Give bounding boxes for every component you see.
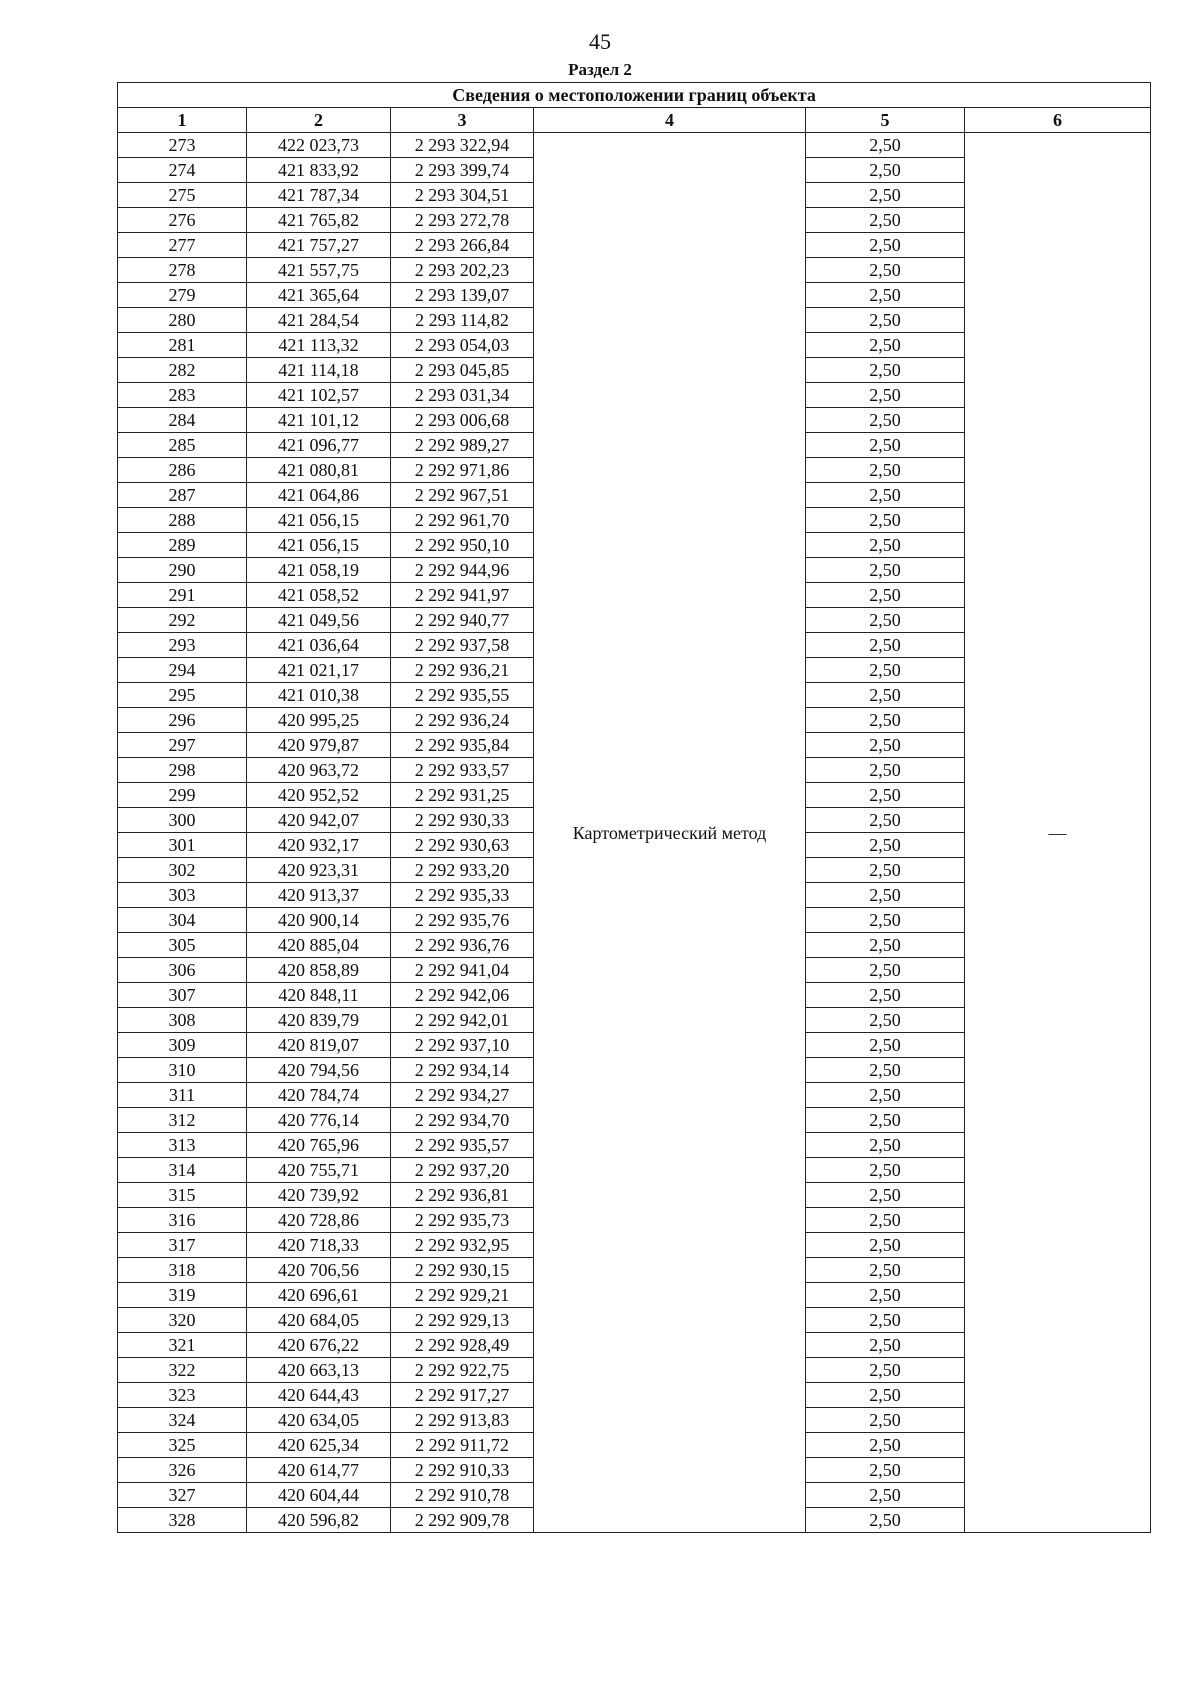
accuracy-cell: 2,50 — [806, 1308, 965, 1333]
x-coordinate-cell: 420 858,89 — [247, 958, 391, 983]
accuracy-cell: 2,50 — [806, 1133, 965, 1158]
point-number-cell: 274 — [118, 158, 247, 183]
accuracy-cell: 2,50 — [806, 308, 965, 333]
x-coordinate-cell: 421 787,34 — [247, 183, 391, 208]
point-number-cell: 301 — [118, 833, 247, 858]
x-coordinate-cell: 420 932,17 — [247, 833, 391, 858]
y-coordinate-cell: 2 292 961,70 — [391, 508, 534, 533]
x-coordinate-cell: 420 644,43 — [247, 1383, 391, 1408]
accuracy-cell: 2,50 — [806, 1358, 965, 1383]
point-number-cell: 279 — [118, 283, 247, 308]
x-coordinate-cell: 420 706,56 — [247, 1258, 391, 1283]
y-coordinate-cell: 2 293 202,23 — [391, 258, 534, 283]
y-coordinate-cell: 2 292 935,73 — [391, 1208, 534, 1233]
y-coordinate-cell: 2 292 941,04 — [391, 958, 534, 983]
point-number-cell: 303 — [118, 883, 247, 908]
point-number-cell: 326 — [118, 1458, 247, 1483]
point-number-cell: 305 — [118, 933, 247, 958]
point-number-cell: 289 — [118, 533, 247, 558]
accuracy-cell: 2,50 — [806, 283, 965, 308]
y-coordinate-cell: 2 293 006,68 — [391, 408, 534, 433]
point-number-cell: 316 — [118, 1208, 247, 1233]
y-coordinate-cell: 2 292 933,20 — [391, 858, 534, 883]
y-coordinate-cell: 2 293 399,74 — [391, 158, 534, 183]
column-header: 5 — [806, 108, 965, 133]
point-number-cell: 309 — [118, 1033, 247, 1058]
x-coordinate-cell: 420 663,13 — [247, 1358, 391, 1383]
x-coordinate-cell: 421 058,52 — [247, 583, 391, 608]
accuracy-cell: 2,50 — [806, 1158, 965, 1183]
y-coordinate-cell: 2 292 928,49 — [391, 1333, 534, 1358]
point-number-cell: 314 — [118, 1158, 247, 1183]
accuracy-cell: 2,50 — [806, 1433, 965, 1458]
x-coordinate-cell: 421 113,32 — [247, 333, 391, 358]
accuracy-cell: 2,50 — [806, 158, 965, 183]
x-coordinate-cell: 420 900,14 — [247, 908, 391, 933]
y-coordinate-cell: 2 292 937,58 — [391, 633, 534, 658]
y-coordinate-cell: 2 292 942,06 — [391, 983, 534, 1008]
accuracy-cell: 2,50 — [806, 758, 965, 783]
y-coordinate-cell: 2 293 139,07 — [391, 283, 534, 308]
x-coordinate-cell: 420 979,87 — [247, 733, 391, 758]
accuracy-cell: 2,50 — [806, 258, 965, 283]
y-coordinate-cell: 2 292 933,57 — [391, 758, 534, 783]
y-coordinate-cell: 2 292 935,76 — [391, 908, 534, 933]
point-number-cell: 281 — [118, 333, 247, 358]
y-coordinate-cell: 2 292 929,21 — [391, 1283, 534, 1308]
accuracy-cell: 2,50 — [806, 183, 965, 208]
y-coordinate-cell: 2 292 931,25 — [391, 783, 534, 808]
point-number-cell: 302 — [118, 858, 247, 883]
x-coordinate-cell: 420 596,82 — [247, 1508, 391, 1533]
accuracy-cell: 2,50 — [806, 583, 965, 608]
x-coordinate-cell: 420 923,31 — [247, 858, 391, 883]
accuracy-cell: 2,50 — [806, 358, 965, 383]
point-number-cell: 312 — [118, 1108, 247, 1133]
accuracy-cell: 2,50 — [806, 433, 965, 458]
y-coordinate-cell: 2 292 913,83 — [391, 1408, 534, 1433]
y-coordinate-cell: 2 292 930,15 — [391, 1258, 534, 1283]
y-coordinate-cell: 2 292 911,72 — [391, 1433, 534, 1458]
x-coordinate-cell: 420 839,79 — [247, 1008, 391, 1033]
accuracy-cell: 2,50 — [806, 1183, 965, 1208]
x-coordinate-cell: 421 757,27 — [247, 233, 391, 258]
y-coordinate-cell: 2 292 936,76 — [391, 933, 534, 958]
x-coordinate-cell: 421 010,38 — [247, 683, 391, 708]
accuracy-cell: 2,50 — [806, 658, 965, 683]
point-number-cell: 297 — [118, 733, 247, 758]
accuracy-cell: 2,50 — [806, 383, 965, 408]
accuracy-cell: 2,50 — [806, 1408, 965, 1433]
x-coordinate-cell: 420 819,07 — [247, 1033, 391, 1058]
point-number-cell: 283 — [118, 383, 247, 408]
x-coordinate-cell: 421 114,18 — [247, 358, 391, 383]
y-coordinate-cell: 2 292 967,51 — [391, 483, 534, 508]
point-number-cell: 323 — [118, 1383, 247, 1408]
point-number-cell: 310 — [118, 1058, 247, 1083]
accuracy-cell: 2,50 — [806, 458, 965, 483]
accuracy-cell: 2,50 — [806, 1258, 965, 1283]
y-coordinate-cell: 2 292 935,33 — [391, 883, 534, 908]
accuracy-cell: 2,50 — [806, 483, 965, 508]
x-coordinate-cell: 421 102,57 — [247, 383, 391, 408]
point-number-cell: 308 — [118, 1008, 247, 1033]
point-number-cell: 320 — [118, 1308, 247, 1333]
y-coordinate-cell: 2 293 031,34 — [391, 383, 534, 408]
column-header: 4 — [534, 108, 806, 133]
accuracy-cell: 2,50 — [806, 233, 965, 258]
x-coordinate-cell: 421 056,15 — [247, 508, 391, 533]
point-number-cell: 325 — [118, 1433, 247, 1458]
accuracy-cell: 2,50 — [806, 408, 965, 433]
accuracy-cell: 2,50 — [806, 133, 965, 158]
accuracy-cell: 2,50 — [806, 983, 965, 1008]
point-number-cell: 298 — [118, 758, 247, 783]
accuracy-cell: 2,50 — [806, 208, 965, 233]
point-number-cell: 282 — [118, 358, 247, 383]
y-coordinate-cell: 2 292 930,63 — [391, 833, 534, 858]
y-coordinate-cell: 2 292 942,01 — [391, 1008, 534, 1033]
y-coordinate-cell: 2 292 950,10 — [391, 533, 534, 558]
table-body — [118, 133, 1151, 1533]
x-coordinate-cell: 420 885,04 — [247, 933, 391, 958]
point-number-cell: 288 — [118, 508, 247, 533]
x-coordinate-cell: 420 784,74 — [247, 1083, 391, 1108]
y-coordinate-cell: 2 292 932,95 — [391, 1233, 534, 1258]
accuracy-cell: 2,50 — [806, 1283, 965, 1308]
table-caption: Сведения о местоположении границ объекта — [118, 83, 1151, 108]
accuracy-cell: 2,50 — [806, 683, 965, 708]
x-coordinate-cell: 421 833,92 — [247, 158, 391, 183]
x-coordinate-cell: 421 021,17 — [247, 658, 391, 683]
accuracy-cell: 2,50 — [806, 1233, 965, 1258]
point-number-cell: 319 — [118, 1283, 247, 1308]
point-number-cell: 317 — [118, 1233, 247, 1258]
point-number-cell: 291 — [118, 583, 247, 608]
point-number-cell: 327 — [118, 1483, 247, 1508]
x-coordinate-cell: 421 365,64 — [247, 283, 391, 308]
accuracy-cell: 2,50 — [806, 333, 965, 358]
y-coordinate-cell: 2 292 971,86 — [391, 458, 534, 483]
accuracy-cell: 2,50 — [806, 1483, 965, 1508]
accuracy-cell: 2,50 — [806, 1108, 965, 1133]
column-header: 1 — [118, 108, 247, 133]
y-coordinate-cell: 2 292 934,27 — [391, 1083, 534, 1108]
column-header: 3 — [391, 108, 534, 133]
x-coordinate-cell: 420 614,77 — [247, 1458, 391, 1483]
x-coordinate-cell: 420 952,52 — [247, 783, 391, 808]
section-title: Раздел 2 — [568, 60, 632, 79]
y-coordinate-cell: 2 292 929,13 — [391, 1308, 534, 1333]
point-number-cell: 280 — [118, 308, 247, 333]
x-coordinate-cell: 421 101,12 — [247, 408, 391, 433]
accuracy-cell: 2,50 — [806, 733, 965, 758]
x-coordinate-cell: 421 557,75 — [247, 258, 391, 283]
x-coordinate-cell: 420 625,34 — [247, 1433, 391, 1458]
point-number-cell: 287 — [118, 483, 247, 508]
point-number-cell: 299 — [118, 783, 247, 808]
point-number-cell: 311 — [118, 1083, 247, 1108]
y-coordinate-cell: 2 292 989,27 — [391, 433, 534, 458]
x-coordinate-cell: 420 942,07 — [247, 808, 391, 833]
point-number-cell: 290 — [118, 558, 247, 583]
x-coordinate-cell: 420 755,71 — [247, 1158, 391, 1183]
point-number-cell: 286 — [118, 458, 247, 483]
accuracy-cell: 2,50 — [806, 783, 965, 808]
point-number-cell: 300 — [118, 808, 247, 833]
y-coordinate-cell: 2 292 910,33 — [391, 1458, 534, 1483]
x-coordinate-cell: 420 634,05 — [247, 1408, 391, 1433]
point-number-cell: 306 — [118, 958, 247, 983]
accuracy-cell: 2,50 — [806, 1508, 965, 1533]
accuracy-cell: 2,50 — [806, 808, 965, 833]
accuracy-cell: 2,50 — [806, 1458, 965, 1483]
point-number-cell: 278 — [118, 258, 247, 283]
y-coordinate-cell: 2 293 266,84 — [391, 233, 534, 258]
y-coordinate-cell: 2 293 114,82 — [391, 308, 534, 333]
x-coordinate-cell: 421 080,81 — [247, 458, 391, 483]
accuracy-cell: 2,50 — [806, 1383, 965, 1408]
y-coordinate-cell: 2 292 935,57 — [391, 1133, 534, 1158]
boundary-coordinates-table — [117, 82, 1151, 1533]
x-coordinate-cell: 421 284,54 — [247, 308, 391, 333]
x-coordinate-cell: 421 058,19 — [247, 558, 391, 583]
x-coordinate-cell: 421 765,82 — [247, 208, 391, 233]
x-coordinate-cell: 420 995,25 — [247, 708, 391, 733]
x-coordinate-cell: 420 696,61 — [247, 1283, 391, 1308]
point-number-cell: 277 — [118, 233, 247, 258]
point-number-cell: 275 — [118, 183, 247, 208]
accuracy-cell: 2,50 — [806, 1208, 965, 1233]
x-coordinate-cell: 421 036,64 — [247, 633, 391, 658]
point-number-cell: 324 — [118, 1408, 247, 1433]
y-coordinate-cell: 2 293 322,94 — [391, 133, 534, 158]
accuracy-cell: 2,50 — [806, 883, 965, 908]
x-coordinate-cell: 420 765,96 — [247, 1133, 391, 1158]
point-number-cell: 284 — [118, 408, 247, 433]
y-coordinate-cell: 2 292 940,77 — [391, 608, 534, 633]
point-number-cell: 304 — [118, 908, 247, 933]
x-coordinate-cell: 420 676,22 — [247, 1333, 391, 1358]
accuracy-cell: 2,50 — [806, 508, 965, 533]
y-coordinate-cell: 2 292 917,27 — [391, 1383, 534, 1408]
y-coordinate-cell: 2 292 937,20 — [391, 1158, 534, 1183]
x-coordinate-cell: 420 739,92 — [247, 1183, 391, 1208]
y-coordinate-cell: 2 293 045,85 — [391, 358, 534, 383]
point-number-cell: 294 — [118, 658, 247, 683]
accuracy-cell: 2,50 — [806, 533, 965, 558]
y-coordinate-cell: 2 292 941,97 — [391, 583, 534, 608]
column-header: 2 — [247, 108, 391, 133]
y-coordinate-cell: 2 292 934,70 — [391, 1108, 534, 1133]
x-coordinate-cell: 421 049,56 — [247, 608, 391, 633]
accuracy-cell: 2,50 — [806, 933, 965, 958]
point-number-cell: 296 — [118, 708, 247, 733]
table-caption-row — [118, 83, 1151, 108]
point-number-cell: 313 — [118, 1133, 247, 1158]
x-coordinate-cell: 420 718,33 — [247, 1233, 391, 1258]
point-number-cell: 276 — [118, 208, 247, 233]
column-header-row — [118, 108, 1151, 133]
y-coordinate-cell: 2 292 930,33 — [391, 808, 534, 833]
y-coordinate-cell: 2 292 909,78 — [391, 1508, 534, 1533]
point-number-cell: 285 — [118, 433, 247, 458]
table-row — [118, 133, 1151, 158]
accuracy-cell: 2,50 — [806, 958, 965, 983]
accuracy-cell: 2,50 — [806, 1083, 965, 1108]
column6-cell: — — [965, 133, 1151, 1533]
x-coordinate-cell: 420 913,37 — [247, 883, 391, 908]
y-coordinate-cell: 2 292 935,84 — [391, 733, 534, 758]
accuracy-cell: 2,50 — [806, 558, 965, 583]
accuracy-cell: 2,50 — [806, 833, 965, 858]
x-coordinate-cell: 420 963,72 — [247, 758, 391, 783]
x-coordinate-cell: 420 848,11 — [247, 983, 391, 1008]
y-coordinate-cell: 2 292 934,14 — [391, 1058, 534, 1083]
accuracy-cell: 2,50 — [806, 1333, 965, 1358]
x-coordinate-cell: 421 064,86 — [247, 483, 391, 508]
column-header: 6 — [965, 108, 1151, 133]
accuracy-cell: 2,50 — [806, 858, 965, 883]
x-coordinate-cell: 421 056,15 — [247, 533, 391, 558]
point-number-cell: 328 — [118, 1508, 247, 1533]
x-coordinate-cell: 420 604,44 — [247, 1483, 391, 1508]
accuracy-cell: 2,50 — [806, 608, 965, 633]
point-number-cell: 292 — [118, 608, 247, 633]
x-coordinate-cell: 420 776,14 — [247, 1108, 391, 1133]
point-number-cell: 307 — [118, 983, 247, 1008]
point-number-cell: 321 — [118, 1333, 247, 1358]
y-coordinate-cell: 2 292 935,55 — [391, 683, 534, 708]
accuracy-cell: 2,50 — [806, 633, 965, 658]
point-number-cell: 273 — [118, 133, 247, 158]
x-coordinate-cell: 420 794,56 — [247, 1058, 391, 1083]
point-number-cell: 322 — [118, 1358, 247, 1383]
point-number-cell: 318 — [118, 1258, 247, 1283]
point-number-cell: 295 — [118, 683, 247, 708]
y-coordinate-cell: 2 292 936,81 — [391, 1183, 534, 1208]
y-coordinate-cell: 2 292 922,75 — [391, 1358, 534, 1383]
y-coordinate-cell: 2 292 944,96 — [391, 558, 534, 583]
accuracy-cell: 2,50 — [806, 908, 965, 933]
page-number: 45 — [589, 29, 611, 54]
accuracy-cell: 2,50 — [806, 1058, 965, 1083]
y-coordinate-cell: 2 292 936,24 — [391, 708, 534, 733]
x-coordinate-cell: 420 684,05 — [247, 1308, 391, 1333]
y-coordinate-cell: 2 292 936,21 — [391, 658, 534, 683]
x-coordinate-cell: 422 023,73 — [247, 133, 391, 158]
method-cell: Картометрический метод — [534, 133, 806, 1533]
y-coordinate-cell: 2 292 910,78 — [391, 1483, 534, 1508]
x-coordinate-cell: 421 096,77 — [247, 433, 391, 458]
accuracy-cell: 2,50 — [806, 708, 965, 733]
y-coordinate-cell: 2 293 304,51 — [391, 183, 534, 208]
accuracy-cell: 2,50 — [806, 1008, 965, 1033]
accuracy-cell: 2,50 — [806, 1033, 965, 1058]
point-number-cell: 315 — [118, 1183, 247, 1208]
y-coordinate-cell: 2 293 272,78 — [391, 208, 534, 233]
point-number-cell: 293 — [118, 633, 247, 658]
y-coordinate-cell: 2 293 054,03 — [391, 333, 534, 358]
x-coordinate-cell: 420 728,86 — [247, 1208, 391, 1233]
y-coordinate-cell: 2 292 937,10 — [391, 1033, 534, 1058]
